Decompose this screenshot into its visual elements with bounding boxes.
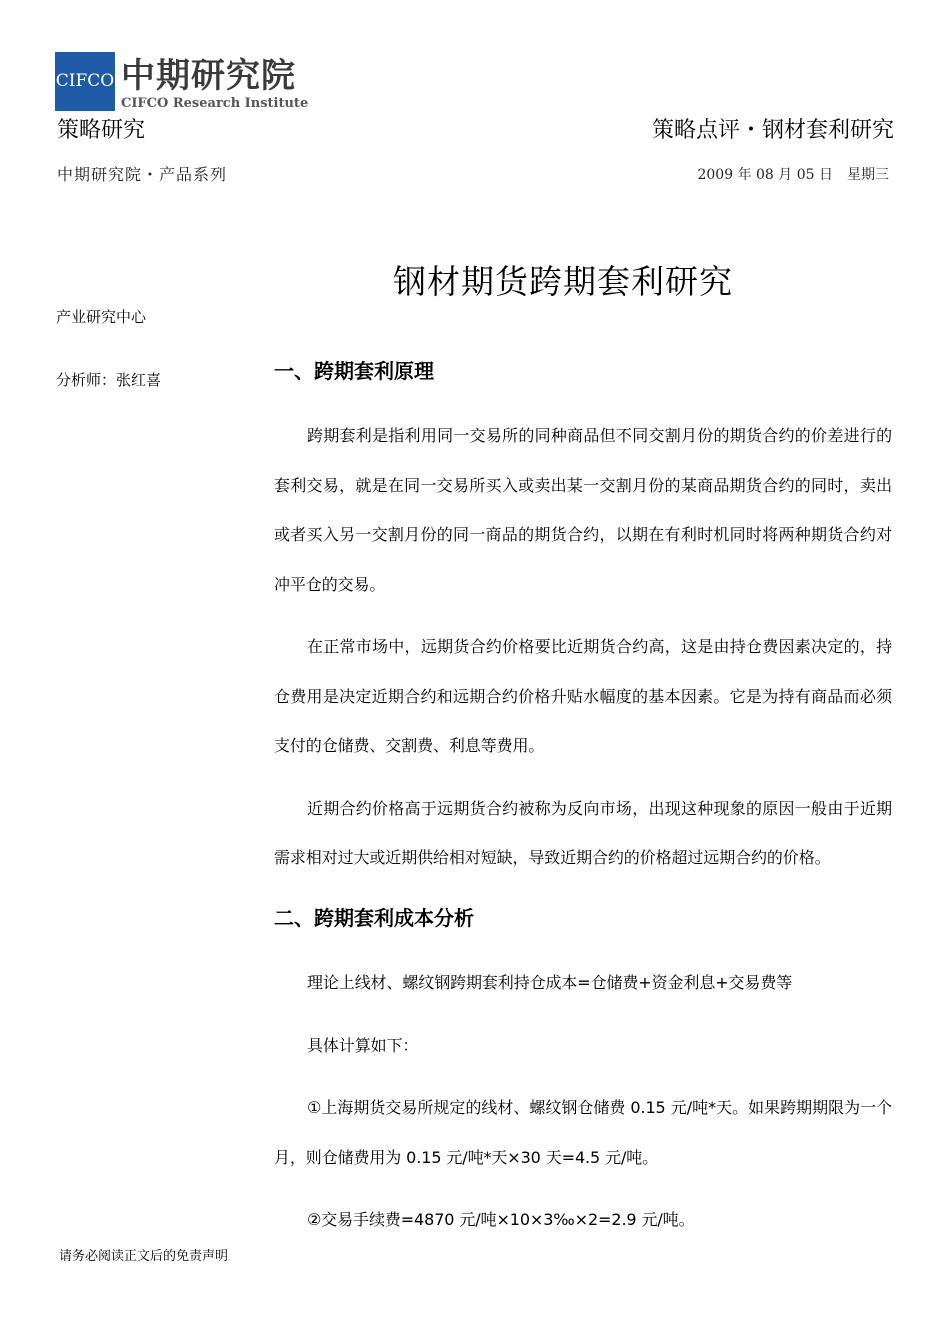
product-series: 中期研究院・产品系列 [57,165,228,184]
paragraph: 具体计算如下： [307,1035,419,1055]
report-category: 策略研究 [57,118,146,143]
department-label: 产业研究中心 [56,308,147,326]
section-heading: 一、跨期套利原理 [274,359,434,383]
document-title: 钢材期货跨期套利研究 [393,262,733,301]
report-date: 2009 年 08 月 05 日 星期三 [697,167,889,183]
paragraph: ①上海期货交易所规定的线材、螺纹钢仓储费 0.15 元/吨*天。如果跨期期限为一个月，则仓储费用为 0.15 元/吨*天×30 天=4.5 元/吨。 [274,1098,892,1167]
paragraph: 在正常市场中，远期货合约价格要比近期货合约高，这是由持仓费因素决定的，持仓费用是决定近期合约和远期合约价格升贴水幅度的基本因素。它是为持有商品而必须支付的仓储费、交割费、利息等费用。 [274,637,892,755]
section-body [274,958,892,1245]
disclaimer-note: 请务必阅读正文后的免责声明 [59,1249,229,1264]
analyst-label: 分析师：张红喜 [56,371,162,389]
company-logo [55,52,309,111]
logo-abbr: CIFCO [55,52,115,111]
section-body [274,411,892,883]
report-topic: 策略点评・钢材套利研究 [651,118,894,143]
paragraph: 理论上线材、螺纹钢跨期套利持仓成本=仓储费+资金利息+交易费等 [307,973,793,992]
logo-name-en: CIFCO Research Institute [121,96,309,111]
section-heading: 二、跨期套利成本分析 [274,906,474,930]
paragraph: ②交易手续费=4870 元/吨×10×3‰×2=2.9 元/吨。 [307,1210,695,1229]
logo-name-cn: 中期研究院 [121,56,296,96]
paragraph: 跨期套利是指利用同一交易所的同种商品但不同交割月份的期货合约的价差进行的套利交易，就是在同一交易所买入或卖出某一交割月份的某商品期货合约的同时，卖出或者买入另一交割月份的同一商品的期货合约，以期在有利时机同时将两种期货合约对冲平仓的交易。 [274,426,892,594]
paragraph: 近期合约价格高于远期货合约被称为反向市场，出现这种现象的原因一般由于近期需求相对过大或近期供给相对短缺，导致近期合约的价格超过远期合约的价格。 [274,798,892,867]
